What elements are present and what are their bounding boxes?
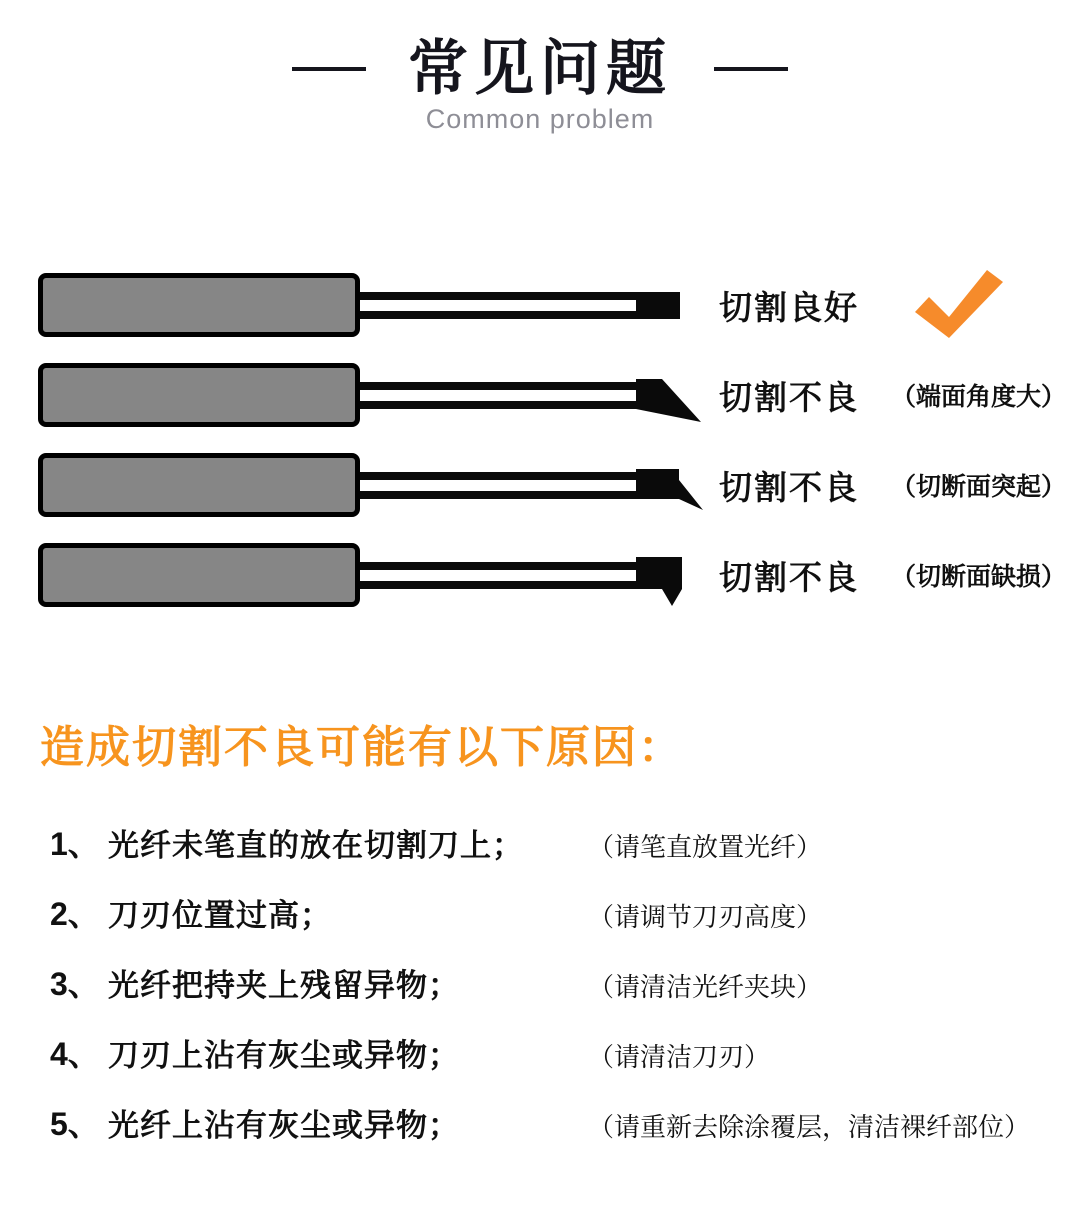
title-dash-right	[714, 67, 788, 71]
reason-note: （请重新去除涂覆层，清洁裸纤部位）	[588, 1111, 1031, 1142]
fiber-end-angled-icon	[360, 363, 705, 427]
cleave-row-good	[38, 273, 1080, 337]
cleave-row-angled	[38, 363, 1080, 427]
reason-text: 刀刃上沾有灰尘或异物；	[108, 1037, 460, 1073]
reason-text: 刀刃位置过高；	[108, 897, 332, 933]
cleave-row-label: 切割不良	[719, 558, 859, 596]
fiber-coating-block	[38, 453, 360, 517]
reason-number: 3、	[50, 966, 100, 1002]
reason-item-2	[50, 889, 1080, 935]
cleave-diagram-section	[38, 273, 1080, 607]
cleave-row-protrusion	[38, 453, 1080, 517]
cleave-row-label: 切割不良	[719, 378, 859, 416]
reason-text: 光纤上沾有灰尘或异物；	[108, 1107, 460, 1143]
reason-item-5	[50, 1099, 1080, 1145]
reason-number: 1、	[50, 826, 100, 862]
fiber-end-flat-icon	[360, 273, 705, 337]
fiber-coating-block	[38, 363, 360, 427]
title-row	[0, 36, 1080, 102]
reason-number: 5、	[50, 1106, 100, 1142]
reason-item-4	[50, 1029, 1080, 1075]
cleave-row-note: （端面角度大）	[891, 383, 1067, 411]
cleave-row-note: （切断面突起）	[891, 473, 1067, 501]
reason-item-1	[50, 819, 1080, 865]
reason-text: 光纤未笔直的放在切割刀上；	[108, 827, 524, 863]
fiber-end-chipped-icon	[360, 543, 705, 607]
reason-note: （请调节刀刃高度）	[588, 901, 823, 932]
header	[0, 0, 1080, 135]
title-dash-left	[292, 67, 366, 71]
cleave-row-label: 切割不良	[719, 468, 859, 506]
fiber-coating-block	[38, 543, 360, 607]
fiber-end-protrusion-icon	[360, 453, 705, 517]
reason-note: （请笔直放置光纤）	[588, 831, 823, 862]
cleave-row-label: 切割良好	[719, 288, 859, 326]
reason-list	[50, 819, 1080, 1145]
cleave-row-chipped	[38, 543, 1080, 607]
reasons-heading: 造成切割不良可能有以下原因：	[40, 723, 684, 772]
page-subtitle: Common problem	[425, 104, 655, 134]
reason-note: （请清洁刀刃）	[588, 1041, 771, 1072]
reason-number: 4、	[50, 1036, 100, 1072]
reason-note: （请清洁光纤夹块）	[588, 971, 823, 1002]
cleave-row-note: （切断面缺损）	[891, 563, 1067, 591]
reason-text: 光纤把持夹上残留异物；	[108, 967, 460, 1003]
fiber-coating-block	[38, 273, 360, 337]
reason-number: 2、	[50, 896, 100, 932]
page-title: 常见问题	[408, 35, 672, 102]
reason-item-3	[50, 959, 1080, 1005]
check-icon	[913, 270, 1005, 340]
